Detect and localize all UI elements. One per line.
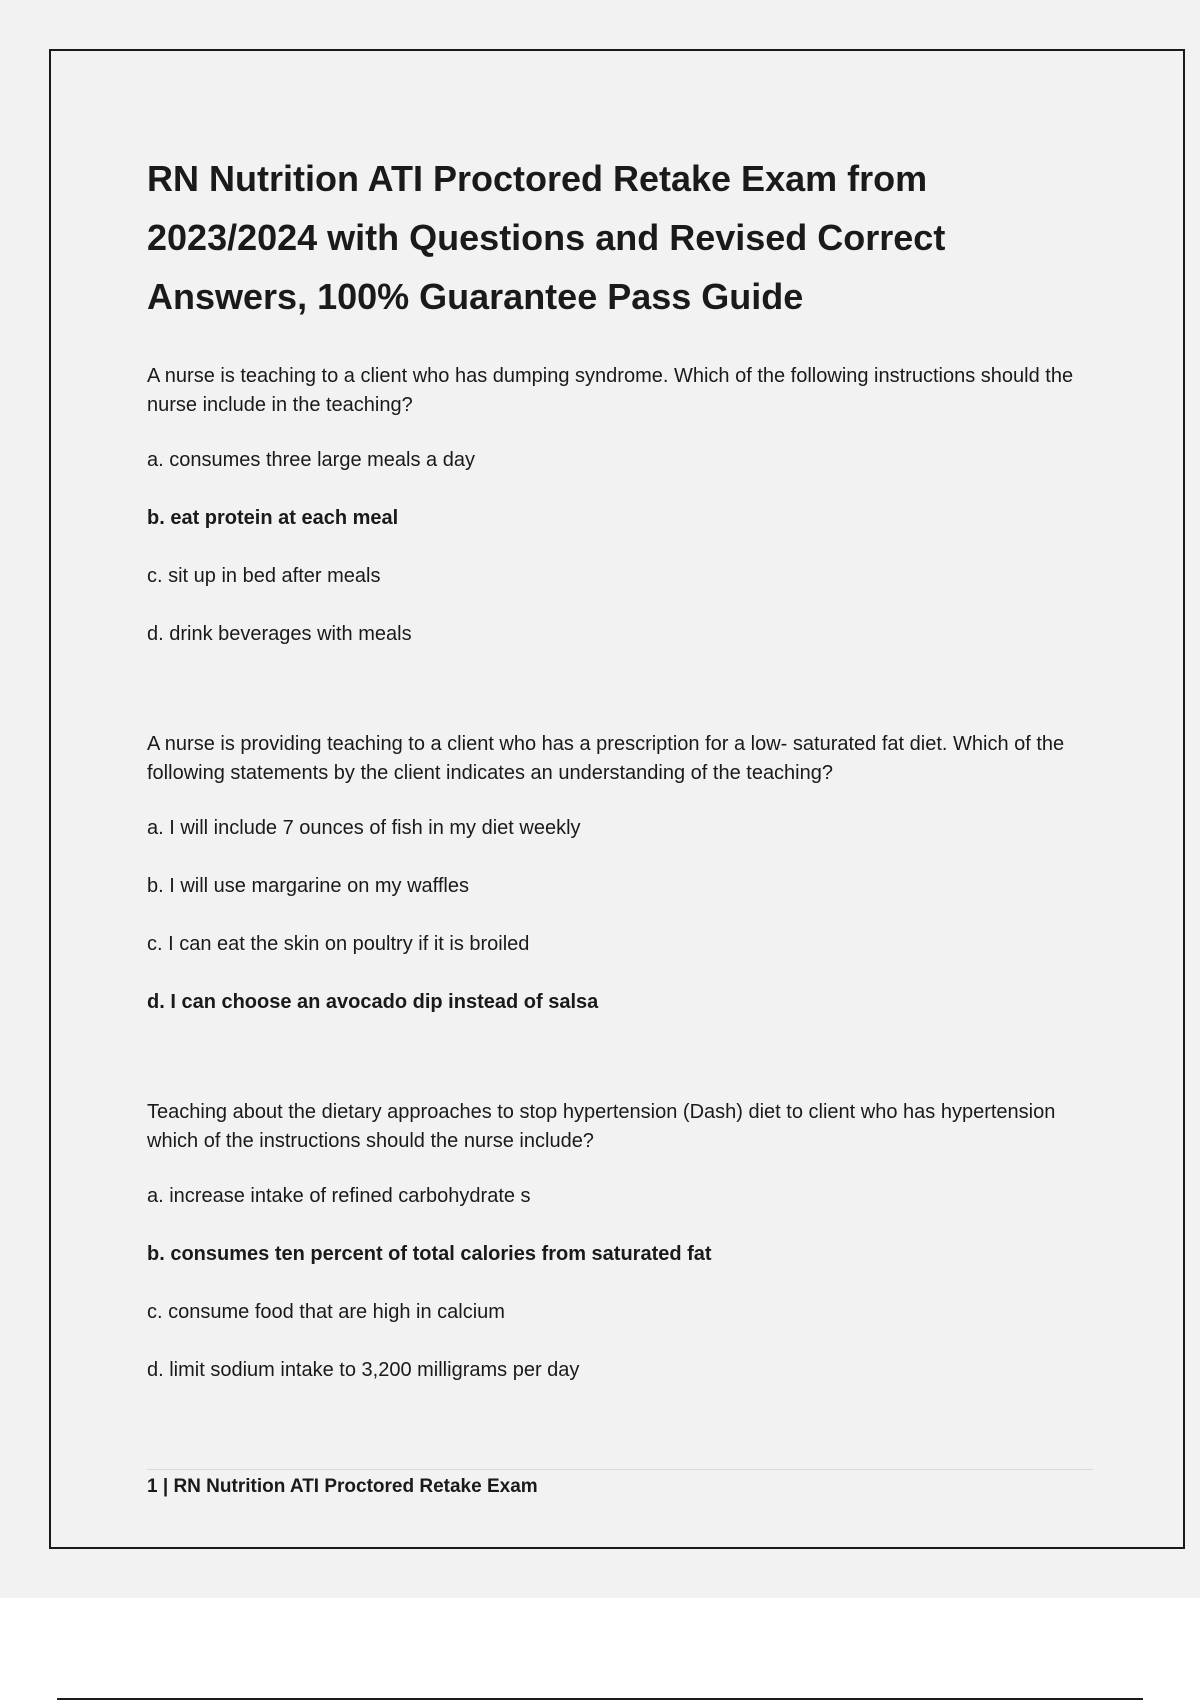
- question-stem: A nurse is providing teaching to a client who has a prescription for a low- saturated fat diet. Which of the following statements by the client indicates an understanding of the teaching?: [147, 733, 1065, 784]
- question-2: [147, 730, 1107, 1017]
- answer-option-d-correct: d. I can choose an avocado dip instead of salsa: [147, 991, 599, 1013]
- page-footer: 1 | RN Nutrition ATI Proctored Retake Exam: [147, 1469, 1093, 1500]
- question-stem: Teaching about the dietary approaches to stop hypertension (Dash) diet to client who has hypertension which of the instructions should the nurse include?: [147, 1101, 1056, 1152]
- answer-option-d: d. limit sodium intake to 3,200 milligrams per day: [147, 1359, 580, 1381]
- answer-option-c: c. consume food that are high in calcium: [147, 1301, 505, 1323]
- answer-option-c: c. I can eat the skin on poultry if it is broiled: [147, 933, 530, 955]
- answer-option-a: a. I will include 7 ounces of fish in my diet weekly: [147, 817, 581, 839]
- answer-option-a: a. increase intake of refined carbohydrate s: [147, 1185, 531, 1207]
- answer-option-d: d. drink beverages with meals: [147, 623, 412, 645]
- question-1: [147, 362, 1107, 649]
- document-page: [49, 49, 1185, 1549]
- document-title: RN Nutrition ATI Proctored Retake Exam from 2023/2024 with Questions and Revised Correct Answers, 100% Guarantee Pass Guide: [147, 158, 946, 317]
- answer-option-b-correct: b. consumes ten percent of total calories from saturated fat: [147, 1243, 712, 1265]
- question-3: [147, 1098, 1107, 1385]
- question-stem: A nurse is teaching to a client who has dumping syndrome. Which of the following instructions should the nurse include in the teaching?: [147, 365, 1074, 416]
- answer-option-b-correct: b. eat protein at each meal: [147, 507, 399, 529]
- page-content: [147, 149, 1107, 1414]
- answer-option-a: a. consumes three large meals a day: [147, 449, 475, 471]
- answer-option-b: b. I will use margarine on my waffles: [147, 875, 469, 897]
- answer-option-c: c. sit up in bed after meals: [147, 565, 381, 587]
